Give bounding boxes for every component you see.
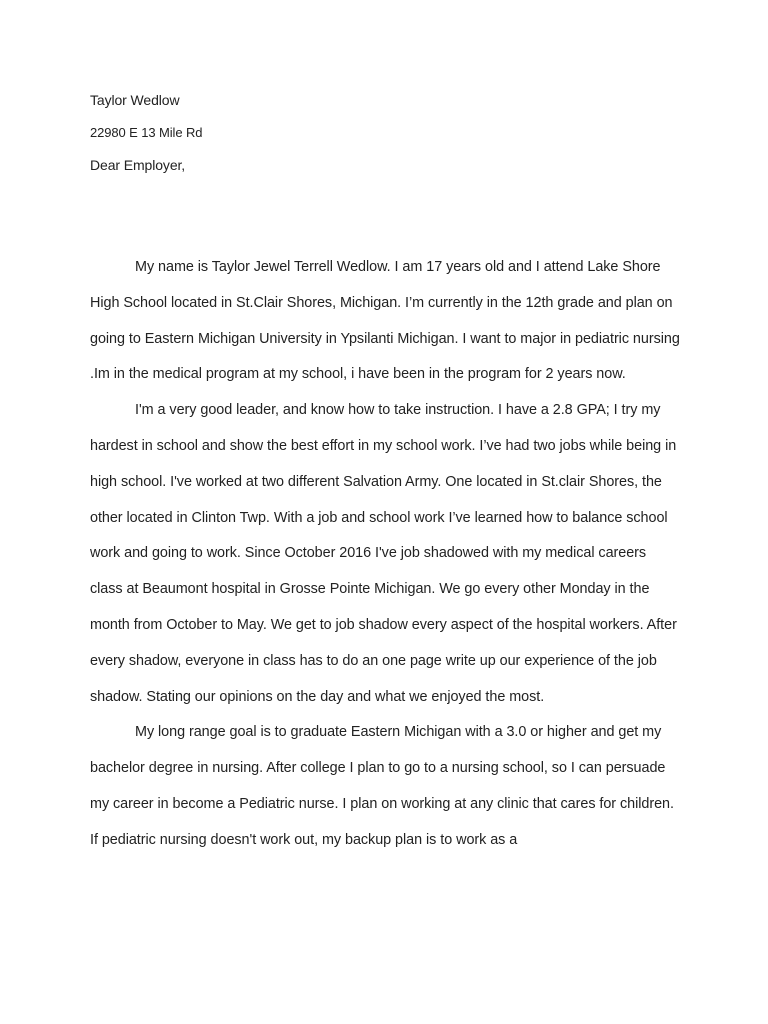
sender-name: Taylor Wedlow	[90, 92, 180, 108]
sender-address: 22980 E 13 Mile Rd	[90, 125, 203, 140]
paragraph-goals: My long range goal is to graduate Eastern Michigan with a 3.0 or higher and get my bachelor degree in nursing. After college I plan to go to a nursing school, so I can persuade my career in become a Pediatric nurse. I plan on working at any clinic that cares for children. If pediatric nursing doesn't work out, my backup plan is to work as a	[90, 724, 674, 848]
paragraph-experience: I'm a very good leader, and know how to take instruction. I have a 2.8 GPA; I try my hardest in school and show the best effort in my school work. I’ve had two jobs while being in high school. I've worked at two different Salvation Army. One located in St.clair Shores, the other located in Clinton Twp. With a job and school work I’ve learned how to balance school work and going to work. Since October 2016 I've job shadowed with my medical careers class at Beaumont hospital in Grosse Pointe Michigan. We go every other Monday in the month from October to May. We get to job shadow every aspect of the hospital workers. After every shadow, everyone in class has to do an one page write up our experience of the job shadow. Stating our opinions on the day and what we enjoyed the most.	[90, 402, 677, 705]
salutation: Dear Employer,	[90, 157, 186, 173]
paragraph-introduction: My name is Taylor Jewel Terrell Wedlow. I am 17 years old and I attend Lake Shore High School located in St.Clair Shores, Michigan. I’m currently in the 12th grade and plan on going to Eastern Michigan University in Ypsilanti Michigan. I want to major in pediatric nursing .Im in the medical program at my school, i have been in the program for 2 years now.	[90, 259, 680, 383]
letter-body	[90, 250, 682, 859]
